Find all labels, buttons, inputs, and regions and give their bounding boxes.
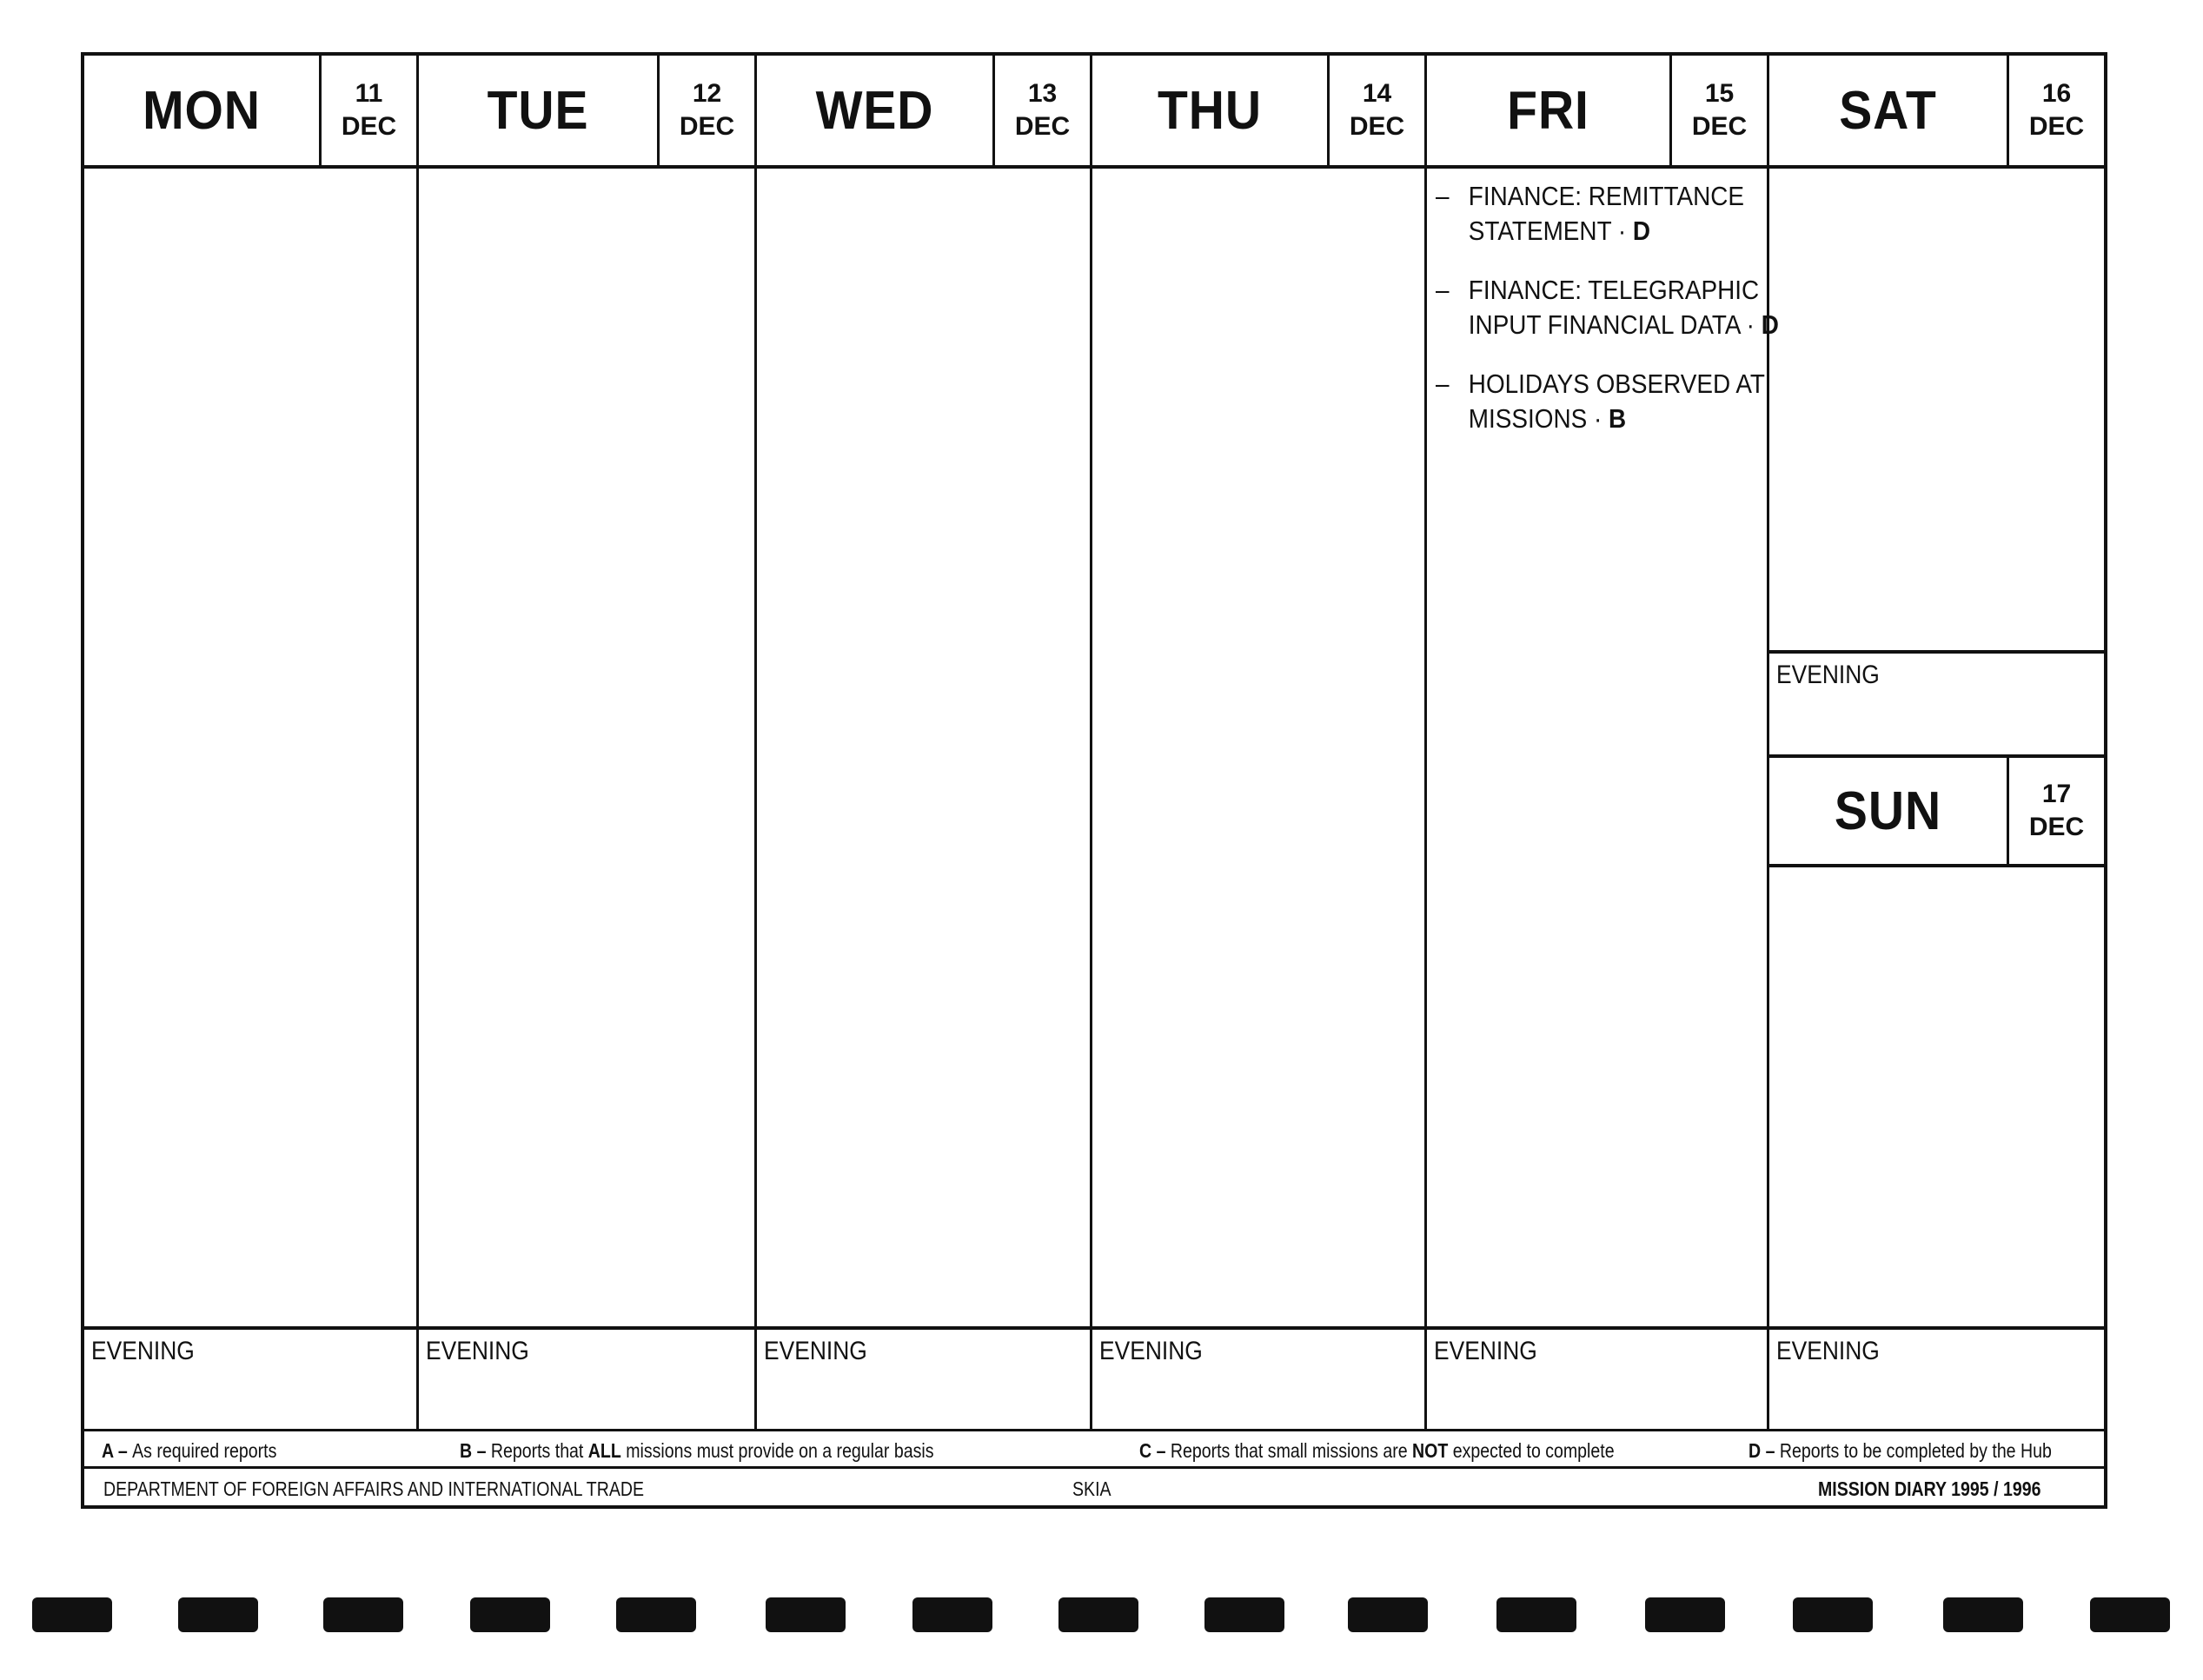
day-date [2007, 56, 2104, 165]
evening-label: EVENING [1776, 661, 1880, 689]
note-code: D [1632, 216, 1651, 246]
date-month: DEC [679, 112, 735, 141]
date-month: DEC [2028, 813, 2085, 841]
legend-text: Reports that [490, 1439, 588, 1462]
punch-hole-mark [766, 1597, 846, 1632]
punch-hole-mark [616, 1597, 696, 1632]
note-code: B [1609, 403, 1627, 434]
day-date [1327, 56, 1424, 165]
punch-hole-mark [32, 1597, 112, 1632]
punch-hole-mark [1348, 1597, 1428, 1632]
legend-text: Reports that small missions are [1170, 1439, 1413, 1462]
day-date [1669, 56, 1767, 165]
department-name: DEPARTMENT OF FOREIGN AFFAIRS AND INTERNATIONAL TRADE [103, 1477, 645, 1500]
evening-label: EVENING [1776, 1337, 1880, 1365]
day-name: SAT [1839, 80, 1937, 141]
day-column-mon [84, 56, 419, 1429]
note-text: FINANCE: TELEGRAPHIC INPUT FINANCIAL DATA · [1468, 275, 1762, 340]
day-date [2007, 758, 2104, 864]
evening-label: EVENING [764, 1337, 867, 1365]
legend-code: C [1139, 1439, 1152, 1462]
note-text: FINANCE: REMITTANCE STATEMENT · [1468, 181, 1745, 246]
day-column-fri [1427, 56, 1779, 1429]
day-name: WED [815, 80, 934, 141]
day-header [84, 56, 416, 169]
legend-separator: – [472, 1439, 491, 1462]
date-month: DEC [1014, 112, 1071, 141]
legend-separator: – [1151, 1439, 1171, 1462]
legend-code: D [1748, 1439, 1762, 1462]
day-date [992, 56, 1090, 165]
punch-hole-mark [323, 1597, 403, 1632]
day-header [1092, 56, 1424, 169]
legend-bar [84, 1429, 2104, 1469]
day-header [1769, 56, 2104, 169]
dash-marker: – [1436, 181, 1450, 211]
legend-separator: – [113, 1439, 133, 1462]
list-item [1436, 273, 1790, 342]
punch-hole-mark [470, 1597, 550, 1632]
punch-hole-mark [1204, 1597, 1284, 1632]
evening-box[interactable] [1092, 1326, 1424, 1429]
punch-hole-mark [178, 1597, 258, 1632]
date-day: 12 [692, 79, 722, 108]
legend-text: expected to complete [1448, 1439, 1615, 1462]
legend-item-b [460, 1439, 933, 1463]
day-date [319, 56, 416, 165]
evening-box[interactable] [1769, 1326, 2104, 1429]
dash-marker: – [1436, 275, 1450, 305]
legend-code: A [102, 1439, 114, 1462]
day-column-thu [1092, 56, 1427, 1429]
diary-page [81, 52, 2107, 1509]
date-day: 15 [1704, 79, 1735, 108]
day-header [1427, 56, 1767, 169]
legend-item-c [1139, 1439, 1615, 1463]
friday-notes [1436, 179, 1779, 461]
day-name: THU [1157, 80, 1262, 141]
day-column-tue [419, 56, 757, 1429]
day-column-wed [757, 56, 1092, 1429]
note-text: HOLIDAYS OBSERVED AT MISSIONS · [1468, 369, 1765, 434]
punch-hole-mark [912, 1597, 992, 1632]
date-day: 16 [2041, 79, 2072, 108]
punch-hole-mark [1943, 1597, 2023, 1632]
evening-box[interactable] [757, 1326, 1090, 1429]
evening-box[interactable] [1427, 1326, 1767, 1429]
date-day: 17 [2041, 780, 2072, 808]
day-date [657, 56, 754, 165]
document-code: SKIA [1072, 1477, 1111, 1500]
evening-box[interactable] [419, 1326, 754, 1429]
punch-hole-mark [1645, 1597, 1725, 1632]
evening-box[interactable] [1769, 650, 2104, 754]
dash-marker: – [1436, 369, 1450, 399]
date-month: DEC [1349, 112, 1405, 141]
page-footer [84, 1469, 2104, 1509]
day-header [419, 56, 754, 169]
legend-text: Reports to be completed by the Hub [1779, 1439, 2052, 1462]
date-day: 13 [1027, 79, 1058, 108]
punch-hole-mark [1496, 1597, 1576, 1632]
legend-item-d [1748, 1439, 2052, 1463]
evening-label: EVENING [1434, 1337, 1537, 1365]
legend-text: missions must provide on a regular basis [620, 1439, 934, 1462]
legend-item-a [102, 1439, 276, 1463]
day-name: SUN [1834, 780, 1942, 841]
date-day: 14 [1362, 79, 1392, 108]
legend-emphasis: ALL [587, 1439, 621, 1462]
evening-label: EVENING [91, 1337, 195, 1365]
diary-title: MISSION DIARY 1995 / 1996 [1818, 1477, 2041, 1500]
day-name: FRI [1507, 80, 1589, 141]
date-month: DEC [2028, 112, 2085, 141]
date-month: DEC [341, 112, 397, 141]
evening-label: EVENING [426, 1337, 529, 1365]
evening-box[interactable] [84, 1326, 416, 1429]
legend-separator: – [1761, 1439, 1780, 1462]
list-item [1436, 367, 1790, 436]
punch-hole-mark [1058, 1597, 1138, 1632]
day-name: TUE [487, 80, 589, 141]
day-name: MON [143, 80, 261, 141]
legend-code: B [460, 1439, 473, 1462]
punch-hole-mark [2090, 1597, 2170, 1632]
list-item [1436, 179, 1790, 249]
day-header [757, 56, 1090, 169]
date-day: 11 [355, 79, 383, 108]
date-month: DEC [1691, 112, 1748, 141]
day-header [1769, 754, 2104, 867]
evening-label: EVENING [1099, 1337, 1203, 1365]
legend-emphasis: NOT [1412, 1439, 1449, 1462]
legend-text: As required reports [132, 1439, 277, 1462]
weekend-column [1769, 56, 2104, 1429]
punch-hole-mark [1793, 1597, 1873, 1632]
note-code: D [1761, 309, 1779, 340]
